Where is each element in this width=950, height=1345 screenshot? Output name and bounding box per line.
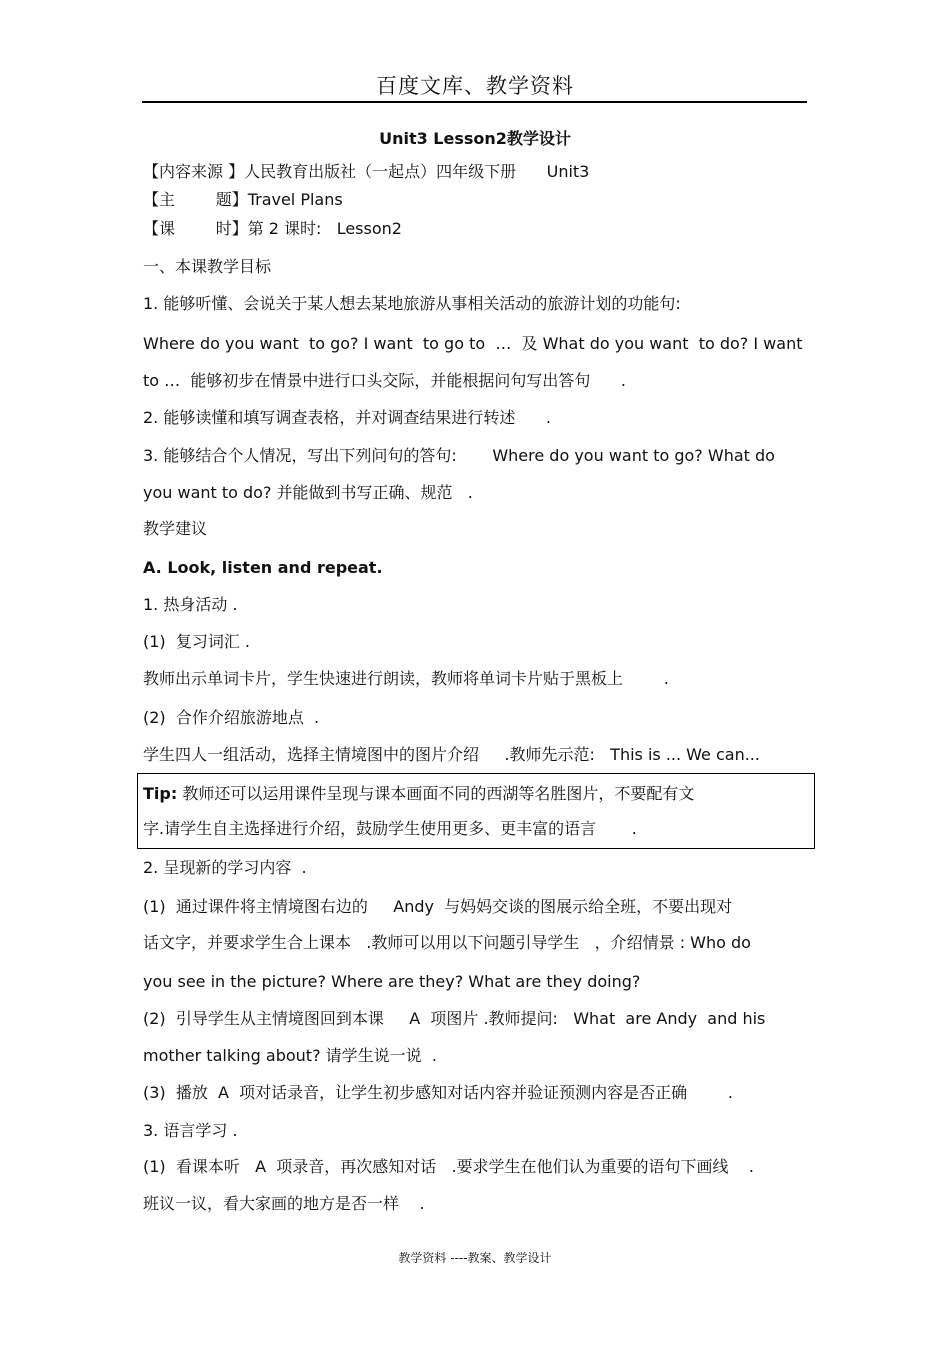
paragraph-line: 话文字，并要求学生合上课本 .教师可以用以下问题引导学生 ，介绍情景 : Who do (143, 933, 751, 952)
paragraph-line: (1) 复习词汇 . (143, 632, 251, 651)
paragraph-line: 教师出示单词卡片，学生快速进行朗读，教师将单词卡片贴于黑板上 . (143, 669, 669, 688)
paragraph-line: 2. 呈现新的学习内容 . (143, 858, 307, 877)
paragraph-line: mother talking about? 请学生说一说 . (143, 1046, 437, 1065)
paragraph-line: 1. 能够听懂、会说关于某人想去某地旅游从事相关活动的旅游计划的功能句: (143, 294, 681, 313)
paragraph-line: 学生四人一组活动，选择主情境图中的图片介绍 .教师先示范: This is ... We can... (143, 745, 760, 764)
paragraph-line: (2) 引导学生从主情境图回到本课 A 项图片 .教师提问: What are Andy and his (143, 1009, 766, 1028)
page-footer: 教学资料 ----教案、教学设计 (398, 1251, 552, 1265)
document-title: Unit3 Lesson2教学设计 (379, 129, 571, 148)
paragraph-line: (1) 看课本听 A 项录音，再次感知对话 .要求学生在他们认为重要的语句下画线 . (143, 1157, 754, 1176)
page-header: 百度文库、教学资料 (376, 74, 574, 98)
tip-text: 教师还可以运用课件呈现与课本画面不同的西湖等名胜图片，不要配有文 (177, 784, 695, 803)
paragraph-line: 3. 能够结合个人情况，写出下列问句的答句: Where do you want to go? What do (143, 446, 775, 465)
meta-source: 【内容来源 】人民教育出版社（一起点）四年级下册 Unit3 (143, 162, 590, 181)
paragraph-line: 班议一议，看大家画的地方是否一样 . (143, 1194, 425, 1213)
paragraph-line: 2. 能够读懂和填写调查表格，并对调查结果进行转述 . (143, 408, 551, 427)
tip-line: 字.请学生自主选择进行介绍，鼓励学生使用更多、更丰富的语言 . (143, 819, 637, 838)
paragraph-line: you want to do? 并能做到书写正确、规范 . (143, 483, 473, 502)
activity-heading: A. Look, listen and repeat. (143, 558, 383, 577)
paragraph-line: you see in the picture? Where are they? What are they doing? (143, 972, 641, 991)
header-rule (142, 101, 807, 103)
paragraph-line: 3. 语言学习 . (143, 1121, 238, 1140)
paragraph-line: to … 能够初步在情景中进行口头交际，并能根据问句写出答句 . (143, 371, 626, 390)
meta-period: 【课 时】第 2 课时: Lesson2 (143, 219, 402, 238)
tip-label: Tip: (143, 784, 178, 803)
paragraph-line: (1) 通过课件将主情境图右边的 Andy 与妈妈交谈的图展示给全班，不要出现对 (143, 897, 733, 916)
section-heading: 一、本课教学目标 (143, 257, 272, 276)
paragraph-line: (2) 合作介绍旅游地点 . (143, 708, 320, 727)
paragraph-line: (3) 播放 A 项对话录音，让学生初步感知对话内容并验证预测内容是否正确 . (143, 1083, 733, 1102)
paragraph-line: 1. 热身活动 . (143, 595, 238, 614)
meta-topic: 【主 题】Travel Plans (143, 190, 343, 209)
paragraph-line: Where do you want to go? I want to go to … 及 What do you want to do? I want (143, 334, 803, 353)
section-heading: 教学建议 (143, 519, 208, 538)
tip-line (143, 783, 694, 805)
